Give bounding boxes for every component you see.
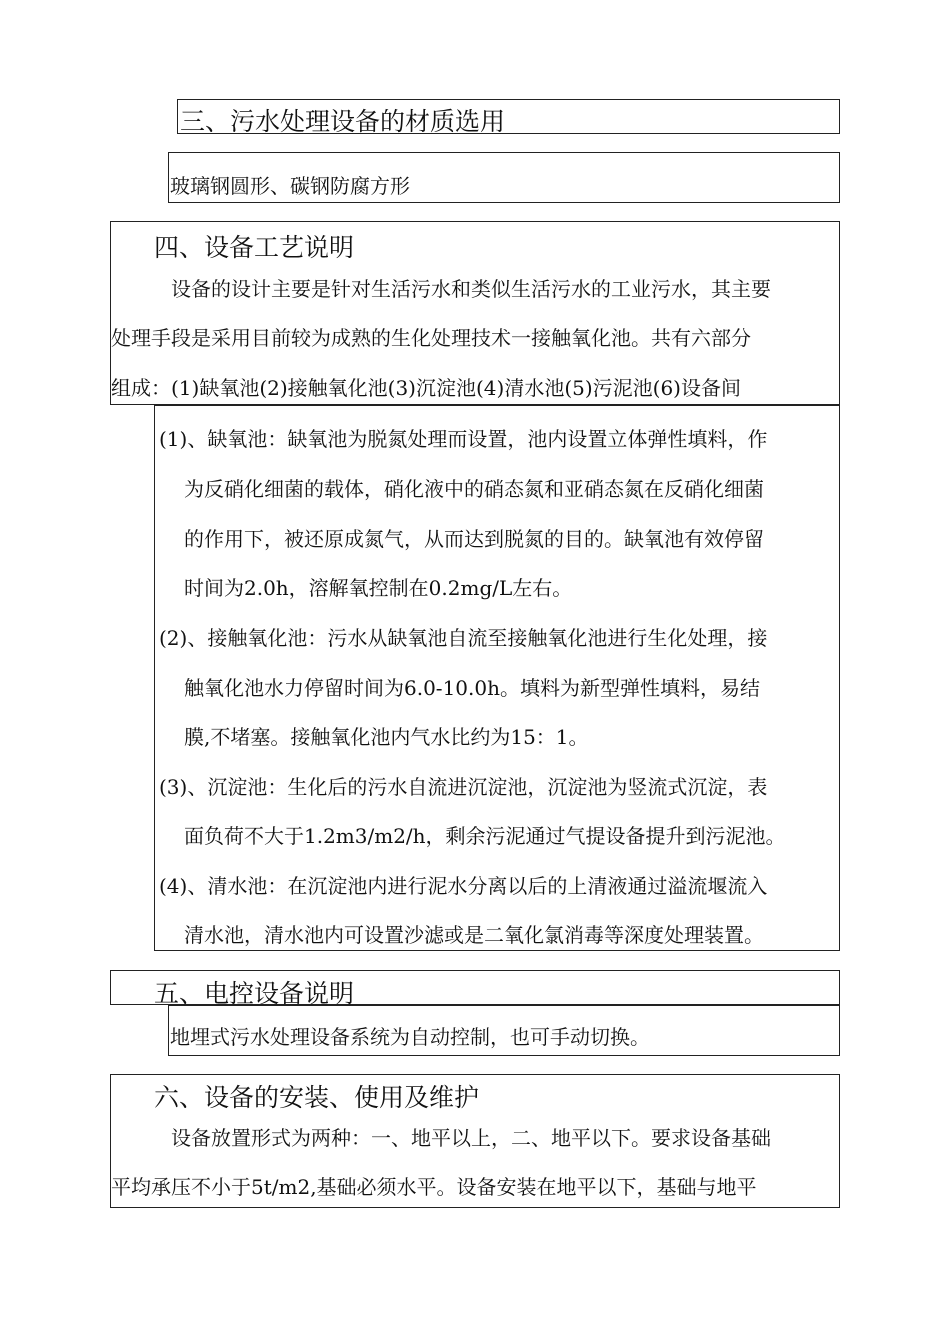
section3-title: 三、污水处理设备的材质选用 (180, 107, 506, 136)
section3-body: 玻璃钢圆形、碳钢防腐方形 (170, 174, 410, 198)
item4-line-1: (4)、清水池：在沉淀池内进行泥水分离以后的上清液通过溢流堰流入 (159, 874, 768, 898)
item4-line-2: 清水池，清水池内可设置沙滤或是二氧化氯消毒等深度处理装置。 (184, 923, 764, 947)
section4-line-2: 处理手段是采用目前较为成熟的生化处理技术一接触氧化池。共有六部分 (111, 326, 751, 350)
item1-line-2: 为反硝化细菌的载体，硝化液中的硝态氮和亚硝态氮在反硝化细菌 (184, 477, 764, 501)
section6-line-1: 设备放置形式为两种：一、地平以上，二、地平以下。要求设备基础 (171, 1126, 771, 1150)
section5-body: 地埋式污水处理设备系统为自动控制，也可手动切换。 (170, 1025, 650, 1049)
section5-title: 五、电控设备说明 (154, 979, 355, 1008)
item2-line-3: 膜,不堵塞。接触氧化池内气水比约为15：1。 (184, 725, 589, 749)
item2-line-2: 触氧化池水力停留时间为6.0-10.0h。填料为新型弹性填料，易结 (184, 676, 760, 700)
item3-line-2: 面负荷不大于1.2m3/m2/h，剩余污泥通过气提设备提升到污泥池。 (184, 824, 786, 848)
section6-title: 六、设备的安装、使用及维护 (154, 1083, 480, 1112)
item2-line-1: (2)、接触氧化池：污水从缺氧池自流至接触氧化池进行生化处理，接 (159, 626, 768, 650)
section4-line-3: 组成：(1)缺氧池(2)接触氧化池(3)沉淀池(4)清水池(5)污泥池(6)设备间 (111, 376, 741, 400)
item3-line-1: (3)、沉淀池：生化后的污水自流进沉淀池，沉淀池为竖流式沉淀，表 (159, 775, 768, 799)
item1-line-3: 的作用下，被还原成氮气，从而达到脱氮的目的。缺氧池有效停留 (184, 527, 764, 551)
item1-line-4: 时间为2.0h，溶解氧控制在0.2mg/L左右。 (184, 576, 573, 600)
item1-line-1: (1)、缺氧池：缺氧池为脱氮处理而设置，池内设置立体弹性填料，作 (159, 427, 768, 451)
section4-line-1: 设备的设计主要是针对生活污水和类似生活污水的工业污水，其主要 (171, 277, 771, 301)
section6-line-2: 平均承压不小于5t/m2,基础必须水平。设备安装在地平以下，基础与地平 (111, 1175, 757, 1199)
section4-title: 四、设备工艺说明 (154, 233, 355, 262)
